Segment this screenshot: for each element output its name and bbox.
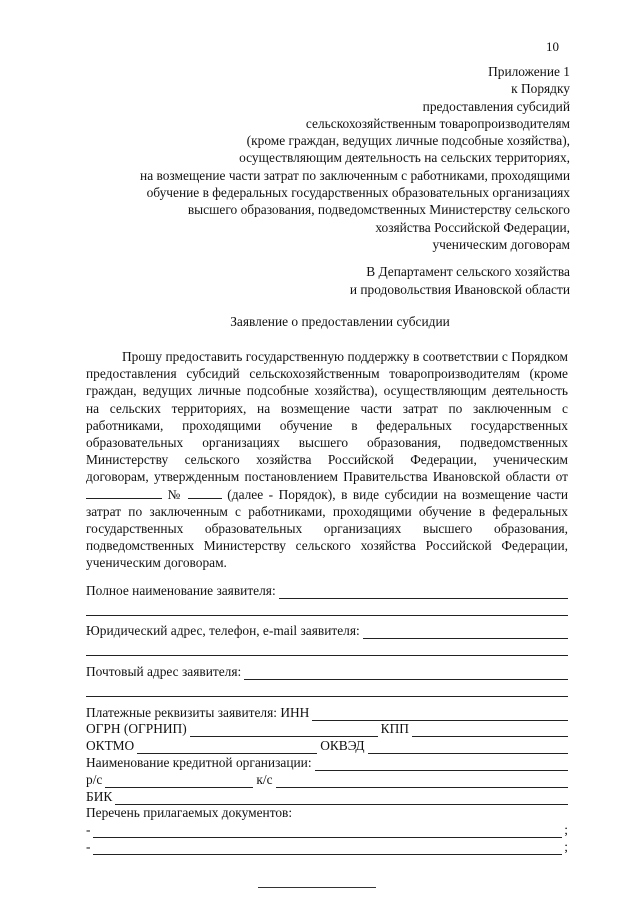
legal-address-field[interactable] [363,626,568,639]
annex-line: к Порядку [511,81,570,97]
annex-line: хозяйства Российской Федерации, [375,219,570,235]
annex-header [60,63,570,253]
postal-address-label: Почтовый адрес заявителя: [86,663,242,679]
bik-row [86,788,568,805]
body-text-part1: Прошу предоставить государственную поддержку в соответствии с Порядком предоставления субсидий сельскохозяйственным товаропроизводителям (кроме граждан, ведущих личные подсобные хозяйства), осуществляющим деятельность на сельских территориях, на возмещение части затрат по заключенным с работниками, проходящими обучение в федеральных государственных образовательных организациях высшего образования, подведомственных Министерству сельского хозяйства Российской Федерации, ученическим договорам, утвержденным постановлением Правительства Ивановской области от [86,349,568,485]
application-body [86,348,568,572]
addressee-line: и продовольствия Ивановской области [349,282,570,297]
annex-line: (кроме граждан, ведущих личные подсобные хозяйства), [246,133,570,149]
number-sign: № [167,486,183,502]
body-paragraph [86,348,568,572]
bank-name-field[interactable] [315,758,568,771]
ogrn-field[interactable] [190,724,378,737]
oktmo-okved-row [86,737,568,754]
document-item-row [86,821,568,838]
annex-line: Приложение 1 [488,64,570,79]
legal-address-label: Юридический адрес, телефон, e-mail заявителя: [86,623,360,639]
addressee-block [200,263,570,299]
postal-address-field-continued[interactable] [86,680,568,697]
document-item-row [86,838,568,855]
full-name-field[interactable] [279,586,568,599]
oktmo-field[interactable] [137,741,317,754]
ks-field[interactable] [276,775,568,788]
document-item-dash: - [86,822,91,838]
document-item-field[interactable] [93,825,562,838]
documents-row [86,805,568,822]
bik-label: БИК [86,788,113,804]
inn-row [86,704,568,721]
accounts-row [86,771,568,788]
inn-field[interactable] [312,708,568,721]
ogrn-kpp-row [86,721,568,738]
annex-line: предоставления субсидий [422,98,570,114]
number-blank[interactable] [188,487,222,499]
annex-line: обучение в федеральных государственных образовательных организациях [146,185,570,201]
oktmo-label: ОКТМО [86,738,135,754]
annex-line: осуществляющим деятельность на сельских территориях, [239,150,570,166]
body-text-part2: (далее - Порядок), в виде субсидии на возмещение части затрат по заключенным с работниками, проходящими обучение в федеральных государственных образовательных организациях высшего образования, подведомственных Министерству сельского хозяйства Российской Федерации, ученическим договорам. [86,486,568,571]
postal-address-row [86,663,568,680]
documents-label: Перечень прилагаемых документов: [86,805,293,821]
applicant-form [86,582,568,855]
bank-name-label: Наименование кредитной организации: [86,754,312,770]
full-name-label: Полное наименование заявителя: [86,582,276,598]
page-number: 10 [546,39,559,54]
rs-field[interactable] [105,775,253,788]
document-item-dash: - [86,838,91,854]
document-item-semicolon: ; [564,822,568,838]
bank-name-row [86,754,568,771]
payment-inn-label: Платежные реквизиты заявителя: ИНН [86,704,310,720]
annex-line: высшего образования, подведомственных Министерству сельского [187,202,570,218]
kpp-label: КПП [380,721,409,737]
annex-line: сельскохозяйственным товаропроизводителям [305,115,570,131]
document-title: Заявление о предоставлении субсидии [230,314,450,329]
rs-label: р/с [86,771,103,787]
full-name-row [86,582,568,599]
date-blank[interactable] [86,487,162,499]
bik-field[interactable] [115,792,568,805]
kpp-field[interactable] [412,724,568,737]
ogrn-label: ОГРН (ОГРНИП) [86,721,187,737]
legal-address-field-continued[interactable] [86,639,568,656]
annex-line: на возмещение части затрат по заключенным с работниками, проходящими [140,167,570,183]
annex-line: ученическим договорам [432,236,570,252]
postal-address-field[interactable] [244,667,568,680]
okved-label: ОКВЭД [320,738,365,754]
document-item-semicolon: ; [564,838,568,854]
footer-divider [258,887,376,888]
legal-address-row [86,623,568,640]
full-name-field-continued[interactable] [86,599,568,616]
okved-field[interactable] [368,741,568,754]
document-item-field[interactable] [93,842,562,855]
addressee-line: В Департамент сельского хозяйства [366,264,570,279]
ks-label: к/с [256,771,273,787]
